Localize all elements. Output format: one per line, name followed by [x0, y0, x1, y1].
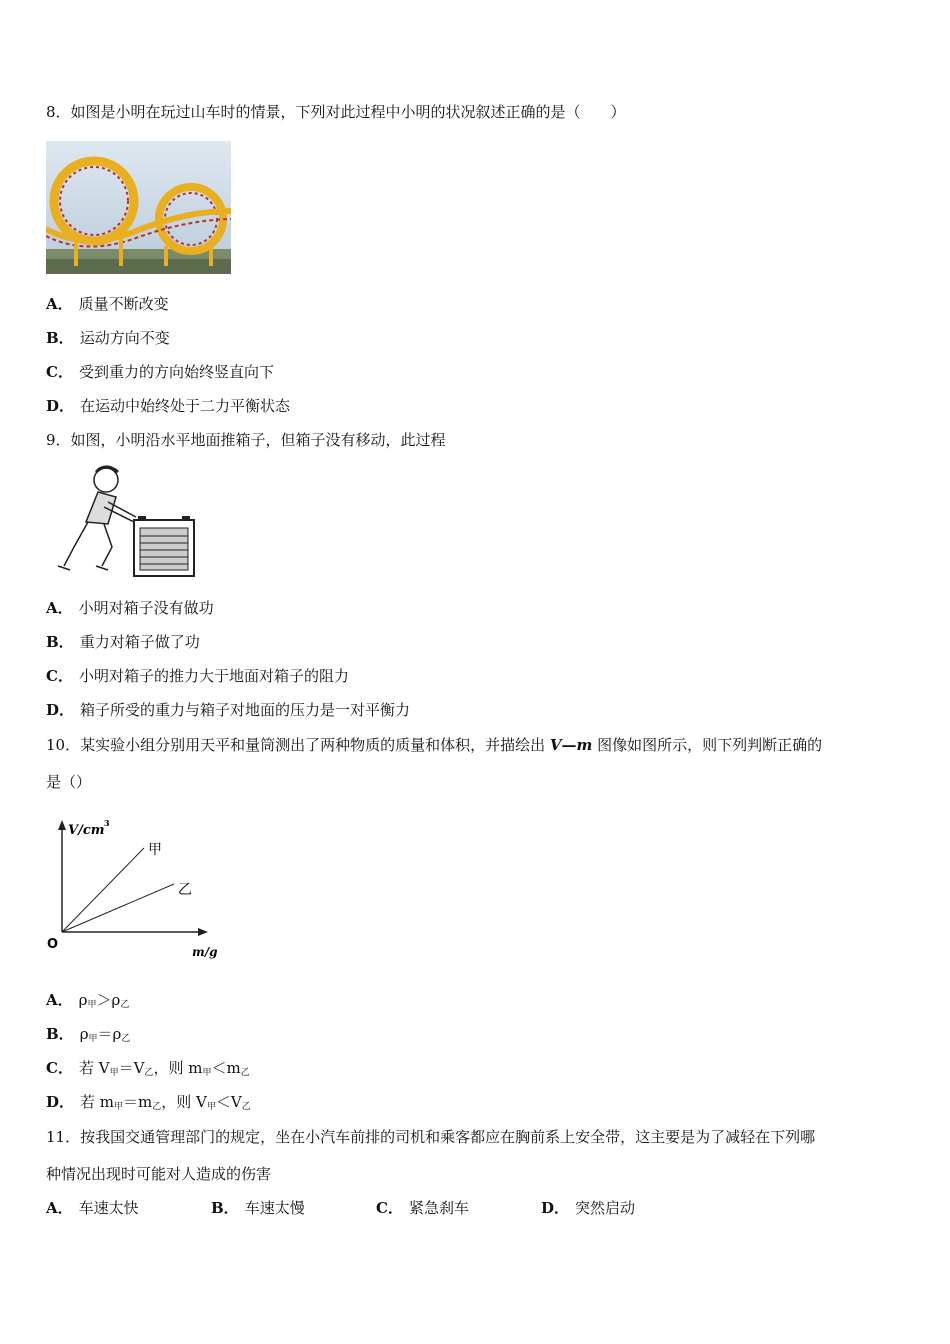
q8-option-b: B． 运动方向不变 — [46, 329, 170, 347]
q8-option-c: C． 受到重力的方向始终竖直向下 — [46, 363, 274, 381]
q11-options-row — [46, 1198, 706, 1218]
q11-option-c: C． 紧急刹车 — [376, 1199, 469, 1217]
q9-option-c: C． 小明对箱子的推力大于地面对箱子的阻力 — [46, 667, 349, 685]
q11-option-a: A． 车速太快 — [46, 1199, 139, 1217]
line-yi — [62, 884, 174, 932]
roller-coaster-photo — [46, 141, 231, 274]
q10-stem-line1: 10．某实验小组分别用天平和量筒测出了两种物质的质量和体积，并描绘出 V—m 图像如图所示，则下列判断正确的 — [46, 736, 823, 754]
q8-stem: 8．如图是小明在玩过山车时的情景，下列对此过程中小明的状况叙述正确的是（ ） — [46, 103, 626, 121]
q9-option-d: D． 箱子所受的重力与箱子对地面的压力是一对平衡力 — [46, 701, 411, 719]
y-axis-sup: 3 — [104, 818, 110, 828]
boy-pushing-box-figure — [46, 462, 198, 580]
yi-label: 乙 — [178, 882, 192, 898]
q8-option-d: D． 在运动中始终处于二力平衡状态 — [46, 397, 291, 415]
q11-stem-line1: 11．按我国交通管理部门的规定，坐在小汽车前排的司机和乘客都应在胸前系上安全带，这主要是为了减轻在下列哪 — [46, 1128, 816, 1146]
x-axis-label: m/g — [192, 945, 218, 959]
jia-label: 甲 — [148, 842, 162, 858]
v-m-graph — [44, 814, 224, 964]
x-axis-arrow — [198, 928, 208, 936]
origin-label: O — [47, 937, 59, 952]
q11-stem-line2: 种情况出现时可能对人造成的伤害 — [46, 1165, 272, 1183]
q8-option-a: A． 质量不断改变 — [46, 295, 169, 313]
q10-stem-line2: 是（） — [46, 773, 92, 791]
y-axis-label: V/cm — [68, 823, 105, 838]
q9-stem: 9．如图，小明沿水平地面推箱子，但箱子没有移动，此过程 — [46, 431, 446, 449]
q9-option-a: A． 小明对箱子没有做功 — [46, 599, 214, 617]
q10-option-a: A． $\rho_甲>\rho_乙$ — [46, 991, 130, 1010]
q11-option-b: B． 车速太慢 — [211, 1199, 305, 1217]
q9-option-b: B． 重力对箱子做了功 — [46, 633, 200, 651]
q10-option-b: B． $\rho_甲=\rho_乙$ — [46, 1025, 131, 1044]
line-jia — [62, 848, 144, 932]
q10-option-d: D． 若 $m_甲=m_乙$，则 $V_甲<V_乙$ — [46, 1093, 251, 1112]
q10-option-c: C． 若 $V_甲=V_乙$，则 $m_甲<m_乙$ — [46, 1059, 250, 1078]
q11-option-d: D． 突然启动 — [541, 1199, 636, 1217]
y-axis-arrow — [58, 820, 66, 830]
